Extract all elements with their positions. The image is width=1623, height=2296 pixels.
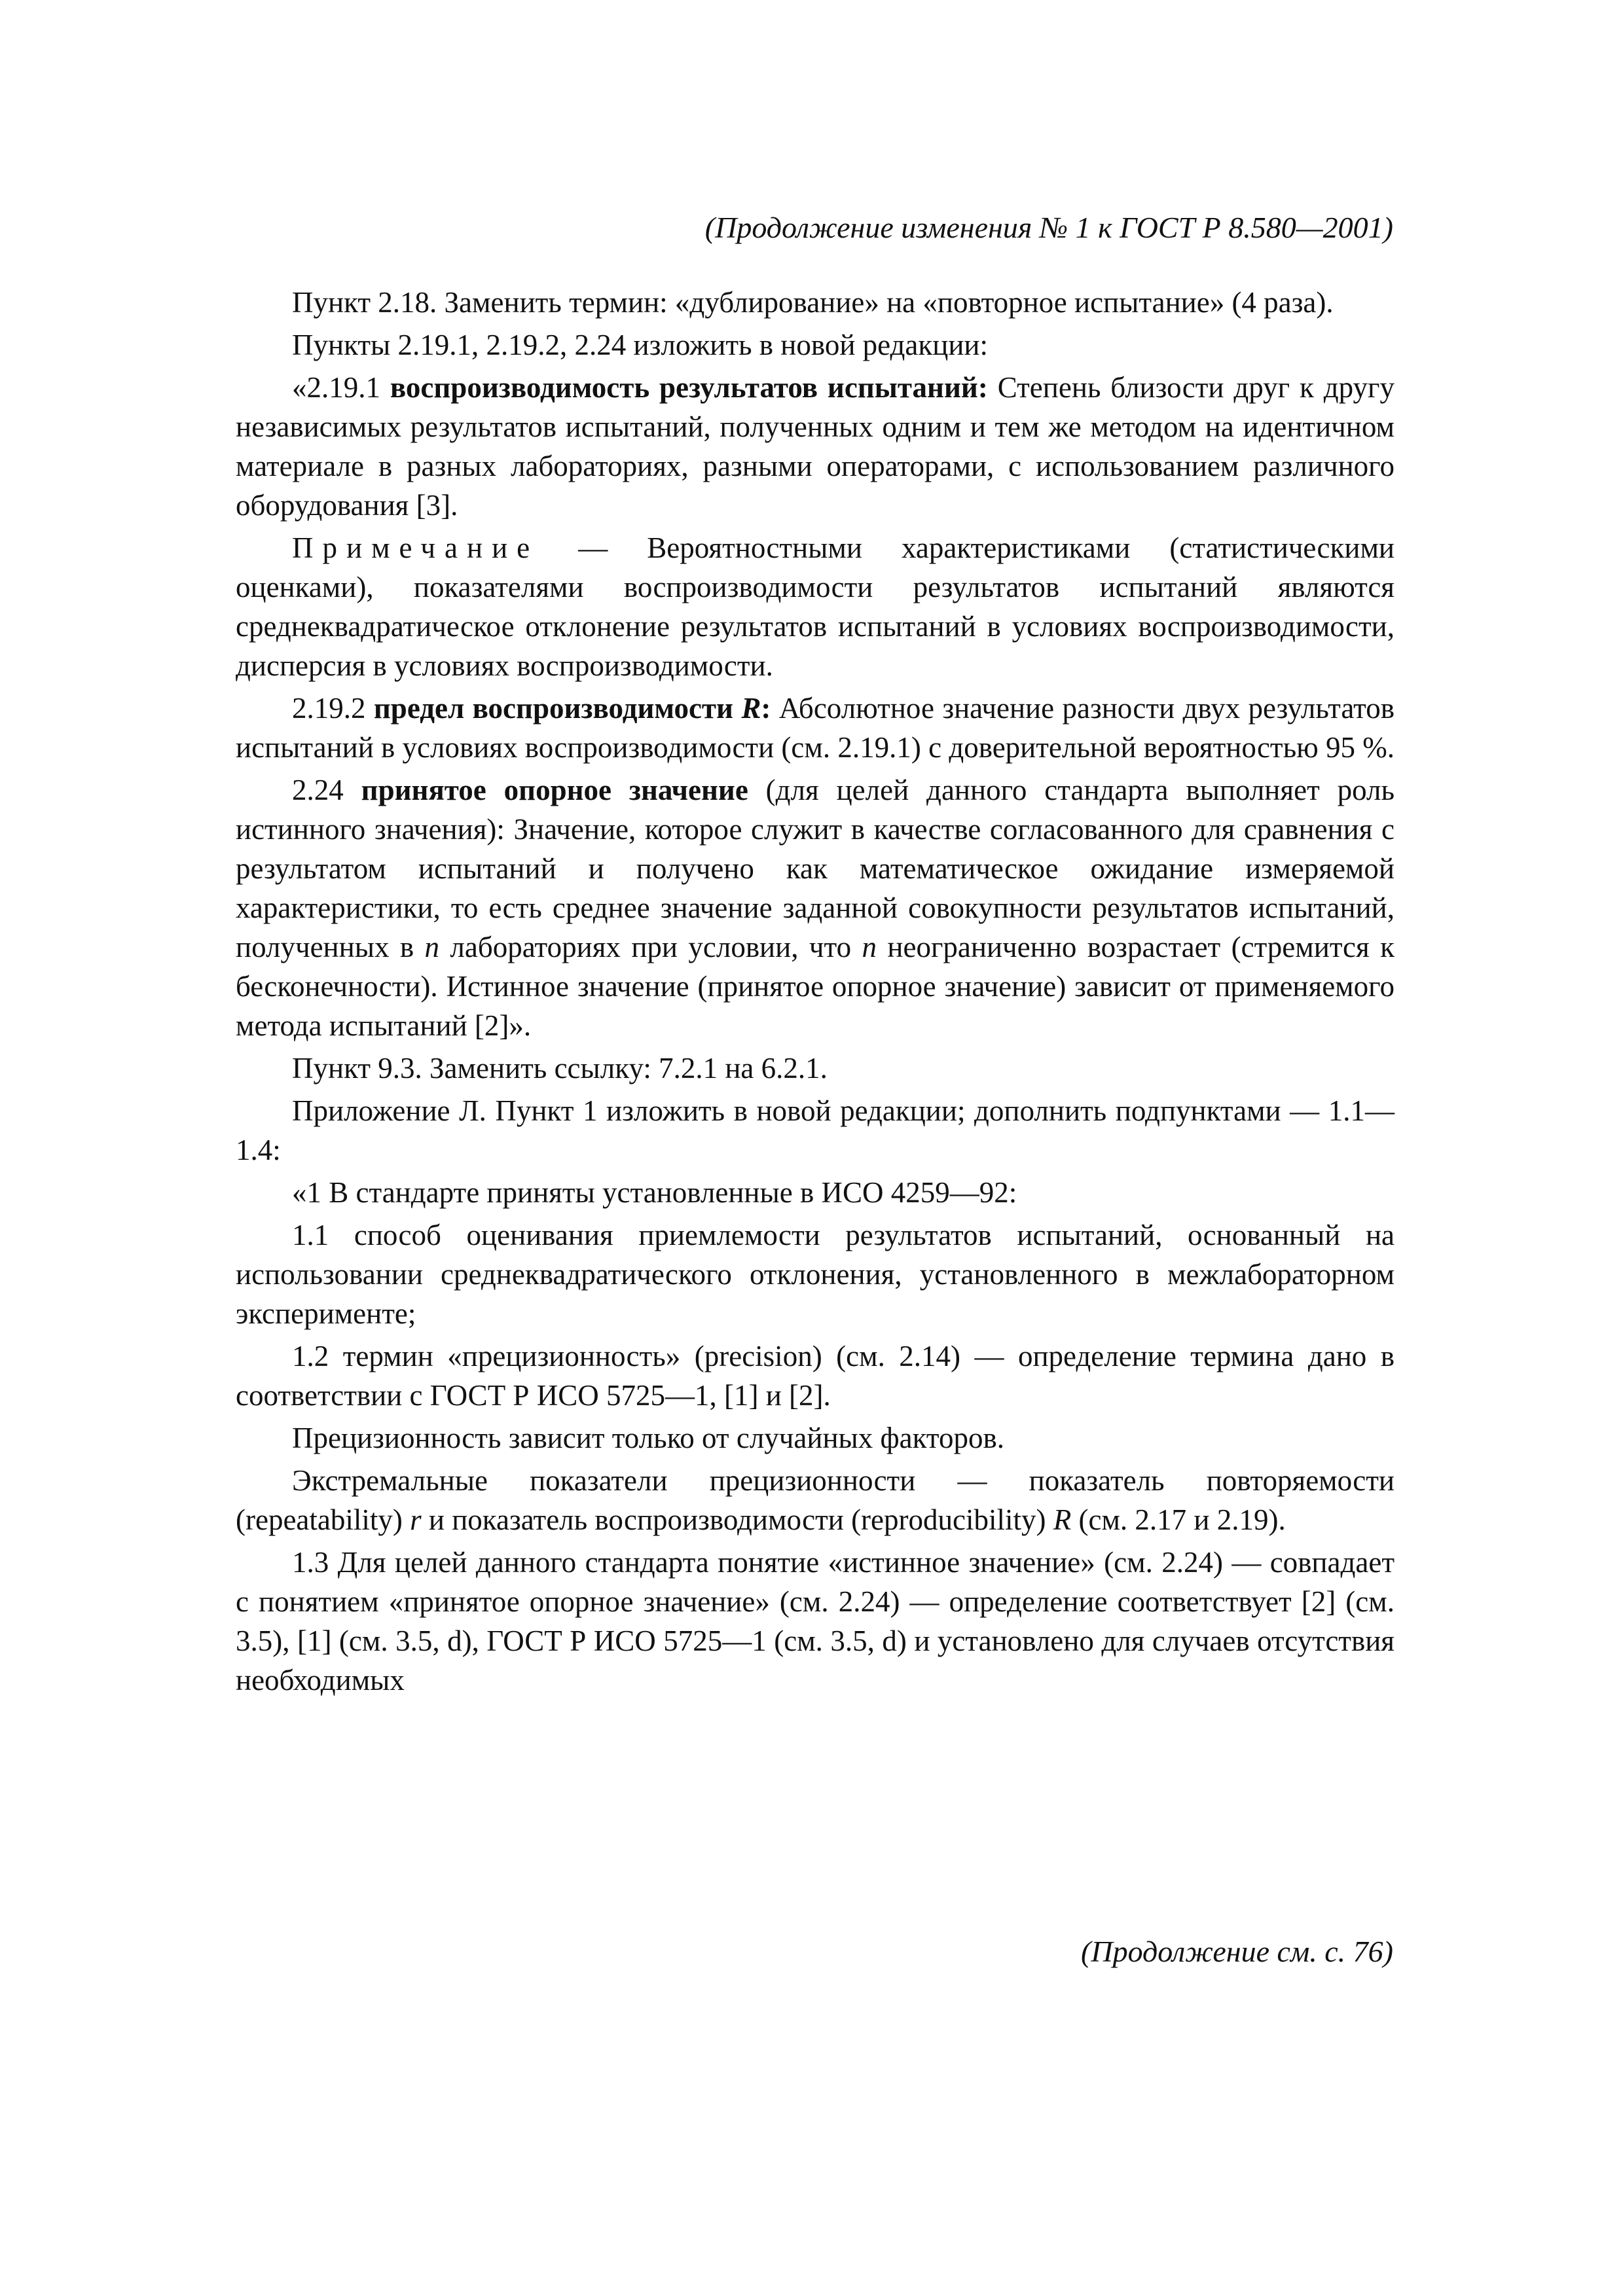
definition-2-19-2 <box>236 689 1395 767</box>
definition-symbol: R <box>741 692 761 725</box>
note-label: Примечание <box>292 531 539 564</box>
definition-number: 2.24 <box>292 774 361 806</box>
variable-r: r <box>410 1503 422 1536</box>
paragraph-items-new-edition: Пункты 2.19.1, 2.19.2, 2.24 изложить в новой редакции: <box>292 329 989 361</box>
paragraph-extreme-indicators: Экстремальные показатели прецизионности — показатель повторяемости (repeatability) r и показатель воспроизводимости (reproducibility) R (см. 2.17 и 2.19). <box>236 1464 1395 1536</box>
continuation-footer: (Продолжение см. с. 76) <box>1081 1935 1393 1968</box>
paragraph-item-9-3: Пункт 9.3. Заменить ссылку: 7.2.1 на 6.2.1. <box>292 1052 828 1085</box>
definition-number: 2.19.2 <box>292 692 374 725</box>
document-body <box>236 283 1395 1703</box>
definition-term: воспроизводимость результатов испытаний: <box>390 371 988 404</box>
paragraph-item-2-18: Пункт 2.18. Заменить термин: «дублирование» на «повторное испытание» (4 раза). <box>292 286 1334 319</box>
variable-n: n <box>424 931 440 963</box>
continuation-header: (Продолжение изменения № 1 к ГОСТ Р 8.580—2001) <box>704 211 1393 244</box>
paragraph-item-1-2: 1.2 термин «прецизионность» (precision) (см. 2.14) — определение термина дано в соответствии с ГОСТ Р ИСО 5725—1, [1] и [2]. <box>236 1340 1395 1412</box>
definition-number: «2.19.1 <box>292 371 390 404</box>
paragraph-precision: Прецизионность зависит только от случайных факторов. <box>292 1422 1004 1454</box>
definition-term: принятое опорное значение <box>361 774 748 806</box>
definition-text: неограниченно возрастает (стремится к бесконечности). Истинное значение (принятое опорное значение) зависит от применяемого метода испытаний [2]». <box>236 931 1395 1042</box>
definition-2-24 <box>236 770 1395 1045</box>
paragraph-item-1: «1 В стандарте приняты установленные в ИСО 4259—92: <box>292 1176 1017 1209</box>
note-paragraph <box>236 528 1395 685</box>
definition-text: лабораториях при условии, что <box>439 931 862 963</box>
definition-text: Абсолютное значение разности двух результатов испытаний в условиях воспроизводимости (см. 2.19.1) с доверительной вероятностью 95 %. <box>236 692 1395 764</box>
paragraph-item-1-3: 1.3 Для целей данного стандарта понятие «истинное значение» (см. 2.24) — совпадает с понятием «принятое опорное значение» (см. 2.24) — определение соответствует [2] (см. 3.5), [1] (см. 3.5, d), ГОСТ Р ИСО 5725—1 (см. 3.5, d) и установлено для случаев отсутствия необходимых <box>236 1546 1395 1696</box>
definition-2-19-1 <box>236 368 1395 525</box>
paragraph-item-1-1: 1.1 способ оценивания приемлемости результатов испытаний, основанный на использовании среднеквадратического отклонения, установленного в межлабораторном эксперименте; <box>236 1219 1395 1330</box>
paragraph-appendix-l: Приложение Л. Пункт 1 изложить в новой редакции; дополнить подпунктами — 1.1—1.4: <box>236 1094 1395 1166</box>
definition-text: Степень близости друг к другу независимых результатов испытаний, полученных одним и тем же методом на идентичном материале в разных лабораториях, разными операторами, с использованием различного оборудования [3]. <box>236 371 1395 522</box>
variable-n: n <box>862 931 877 963</box>
definition-text: (для целей данного стандарта выполняет роль истинного значения): Значение, которое служит в качестве согласованного для сравнения с результатом испытаний и получено как математическое ожидание измеряемой характеристики, то есть среднее значение заданной совокупности результатов испытаний, полученных в <box>236 774 1395 963</box>
definition-term: предел воспроизводимости R: <box>373 692 771 725</box>
variable-R: R <box>1053 1503 1072 1536</box>
note-text: — Вероятностными характеристиками (статистическими оценками), показателями воспроизводимости результатов испытаний являются среднеквадратическое отклонение результатов испытаний в условиях воспроизводимости, дисперсия в условиях воспроизводимости. <box>236 531 1395 682</box>
